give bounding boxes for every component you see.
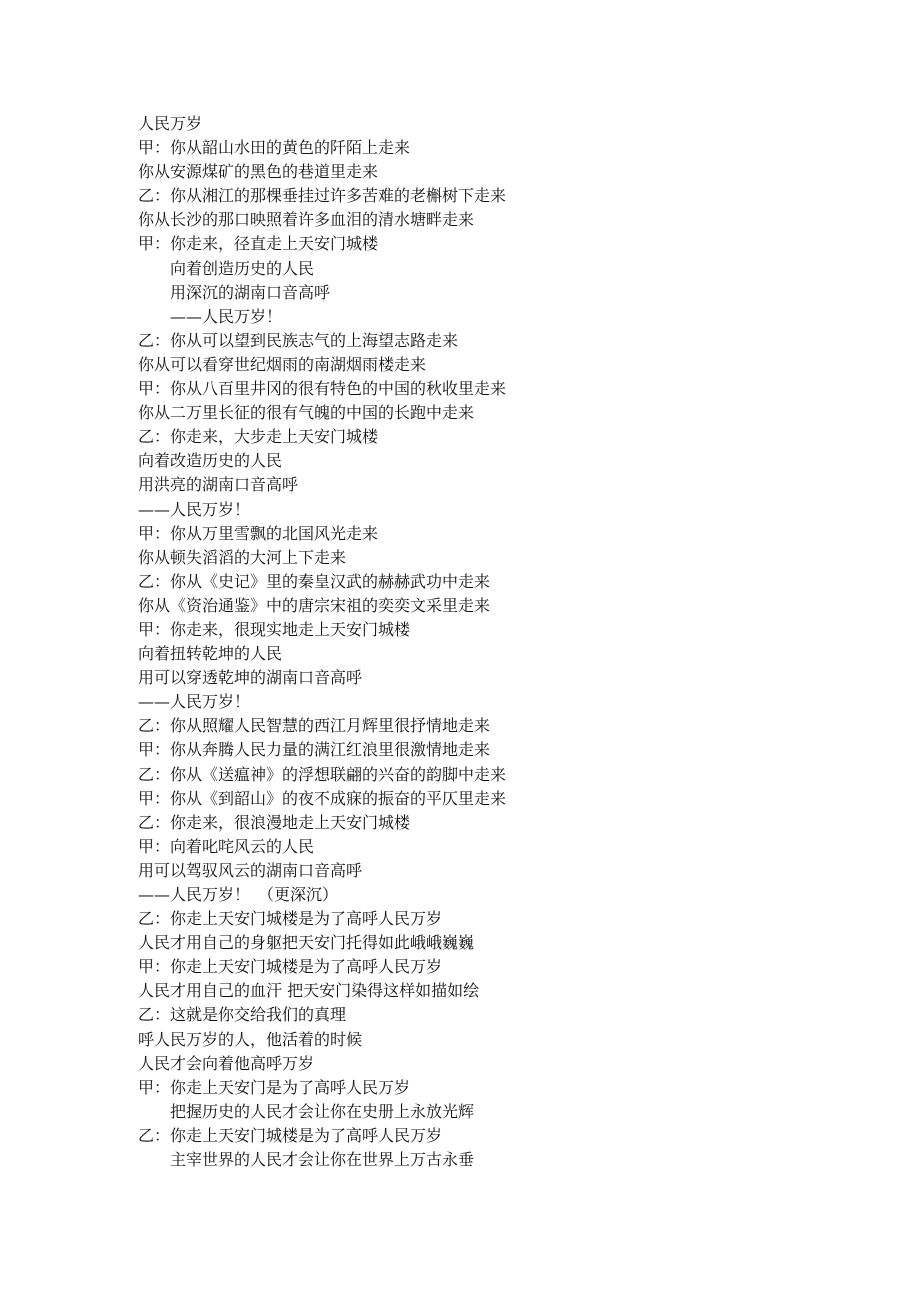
poem-line: 甲：你从八百里井冈的很有特色的中国的秋收里走来	[138, 379, 507, 399]
poem-line: 你从安源煤矿的黑色的巷道里走来	[138, 162, 379, 182]
poem-line: 甲：你走上天安门城楼是为了高呼人民万岁	[138, 957, 443, 977]
poem-line: 甲：你从奔腾人民力量的满江红浪里很激情地走来	[138, 740, 491, 760]
poem-line: 你从可以看穿世纪烟雨的南湖烟雨楼走来	[138, 354, 427, 374]
poem-line: ——人民万岁！	[170, 306, 283, 326]
poem-line: 乙：你从《送瘟神》的浮想联翩的兴奋的韵脚中走来	[138, 764, 507, 784]
poem-line: 乙：你走来，很浪漫地走上天安门城楼	[138, 812, 411, 832]
poem-line: 人民才会向着他高呼万岁	[138, 1053, 315, 1073]
poem-line: 乙：你从可以望到民族志气的上海望志路走来	[138, 330, 459, 350]
poem-line: 甲：你走来，径直走上天安门城楼	[138, 234, 379, 254]
poem-line: 你从《资治通鉴》中的唐宗宋祖的奕奕文采里走来	[138, 595, 491, 615]
poem-line: 呼人民万岁的人，他活着的时候	[138, 1029, 363, 1049]
poem-line: ——人民万岁！	[138, 692, 251, 712]
poem-line: 人民才用自己的血汗 把天安门染得这样如描如绘	[138, 981, 480, 1001]
poem-line: 甲：你从韶山水田的黄色的阡陌上走来	[138, 138, 411, 158]
poem-line: 向着创造历史的人民	[170, 258, 315, 278]
poem-line: 你从二万里长征的很有气魄的中国的长跑中走来	[138, 403, 475, 423]
poem-line: 人民才用自己的身躯把天安门托得如此峨峨巍巍	[138, 933, 475, 953]
poem-line: 乙：你走来，大步走上天安门城楼	[138, 427, 379, 447]
poem-line: 你从顿失滔滔的大河上下走来	[138, 547, 347, 567]
poem-line: 甲：你从万里雪飘的北国风光走来	[138, 523, 379, 543]
poem-line: 你从长沙的那口映照着许多血泪的清水塘畔走来	[138, 210, 475, 230]
poem-line: 甲：你走来，很现实地走上天安门城楼	[138, 619, 411, 639]
poem-line: 乙：你走上天安门城楼是为了高呼人民万岁	[138, 909, 443, 929]
poem-line: ——人民万岁！ （更深沉）	[138, 885, 339, 904]
poem-line: 向着改造历史的人民	[138, 451, 283, 471]
poem-line: ——人民万岁！	[138, 499, 251, 519]
poem-line: 乙：你从《史记》里的秦皇汉武的赫赫武功中走来	[138, 571, 491, 591]
poem-line: 甲：向着叱咤风云的人民	[138, 836, 315, 856]
poem-line: 用深沉的湖南口音高呼	[170, 282, 331, 302]
poem-line: 主宰世界的人民才会让你在世界上万古永垂	[170, 1150, 475, 1170]
poem-line: 乙：你走上天安门城楼是为了高呼人民万岁	[138, 1125, 443, 1145]
poem-line: 乙：你从湘江的那棵垂挂过许多苦难的老槲树下走来	[138, 186, 507, 206]
poem-line: 把握历史的人民才会让你在史册上永放光辉	[170, 1101, 475, 1121]
poem-line: 用可以穿透乾坤的湖南口音高呼	[138, 668, 363, 688]
poem-line: 向着扭转乾坤的人民	[138, 644, 283, 664]
document-body	[138, 112, 506, 1172]
poem-line: 乙：你从照耀人民智慧的西江月辉里很抒情地走来	[138, 716, 491, 736]
poem-line: 乙：这就是你交给我们的真理	[138, 1005, 347, 1025]
poem-line: 用洪亮的湖南口音高呼	[138, 475, 299, 495]
poem-line: 用可以驾驭风云的湖南口音高呼	[138, 860, 363, 880]
poem-line: 甲：你走上天安门是为了高呼人民万岁	[138, 1077, 411, 1097]
poem-line: 甲：你从《到韶山》的夜不成寐的振奋的平仄里走来	[138, 788, 507, 808]
poem-line: 人民万岁	[138, 114, 203, 133]
